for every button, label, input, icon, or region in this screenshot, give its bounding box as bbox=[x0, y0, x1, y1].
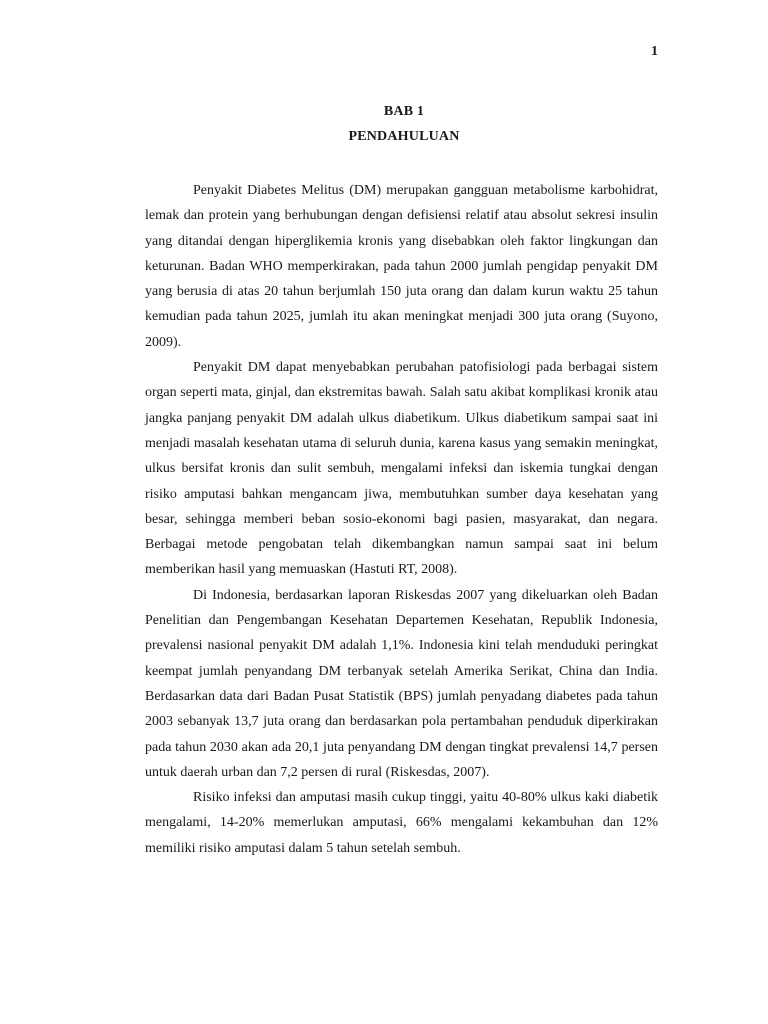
chapter-title: PENDAHULUAN bbox=[348, 129, 460, 144]
paragraph-2: Penyakit DM dapat menyebabkan perubahan patofisiologi pada berbagai sistem organ seperti mata, ginjal, dan ekstremitas bawah. Salah satu akibat komplikasi kronik atau jangka panjang penyakit DM adalah ulkus diabetikum. Ulkus diabetikum sampai saat ini menjadi masalah kesehatan utama di seluruh dunia, karena kasus yang semakin meningkat, ulkus bersifat kronis dan sulit sembuh, mengalami infeksi dan iskemia tungkai dengan risiko amputasi bahkan mengancam jiwa, membutuhkan sumber daya kesehatan yang besar, sehingga memberi beban sosio-ekonomi bagi pasien, masyarakat, dan negara. Berbagai metode pengobatan telah dikembangkan namun sampai saat ini belum memberikan hasil yang memuaskan (Hastuti RT, 2008). bbox=[145, 360, 658, 578]
paragraph-3: Di Indonesia, berdasarkan laporan Riskesdas 2007 yang dikeluarkan oleh Badan Penelitian dan Pengembangan Kesehatan Departemen Kesehatan, Republik Indonesia, prevalensi nasional penyakit DM adalah 1,1%. Indonesia kini telah menduduki peringkat keempat jumlah penyandang DM terbanyak setelah Amerika Serikat, China dan India. Berdasarkan data dari Badan Pusat Statistik (BPS) jumlah penyadang diabetes pada tahun 2003 sebanyak 13,7 juta orang dan berdasarkan pola pertambahan penduduk diperkirakan pada tahun 2030 akan ada 20,1 juta penyandang DM dengan tingkat prevalensi 14,7 persen untuk daerah urban dan 7,2 persen di rural (Riskesdas, 2007). bbox=[145, 587, 658, 780]
paragraph-1: Penyakit Diabetes Melitus (DM) merupakan gangguan metabolisme karbohidrat, lemak dan protein yang berhubungan dengan defisiensi relatif atau absolut sekresi insulin yang ditandai dengan hiperglikemia kronis yang disebabkan oleh faktor lingkungan dan keturunan. Badan WHO memperkirakan, pada tahun 2000 jumlah pengidap penyakit DM yang berusia di atas 20 tahun berjumlah 150 juta orang dan dalam kurun waktu 25 tahun kemudian pada tahun 2025, jumlah itu akan meningkat menjadi 300 juta orang (Suyono, 2009). bbox=[145, 183, 658, 350]
chapter-heading: BAB 1 bbox=[383, 104, 425, 119]
paragraph-4: Risiko infeksi dan amputasi masih cukup tinggi, yaitu 40-80% ulkus kaki diabetik mengalami, 14-20% memerlukan amputasi, 66% mengalami kekambuhan dan 12% memiliki risiko amputasi dalam 5 tahun setelah sembuh. bbox=[145, 790, 658, 856]
document-body bbox=[145, 178, 658, 861]
page-number: 1 bbox=[651, 44, 658, 59]
